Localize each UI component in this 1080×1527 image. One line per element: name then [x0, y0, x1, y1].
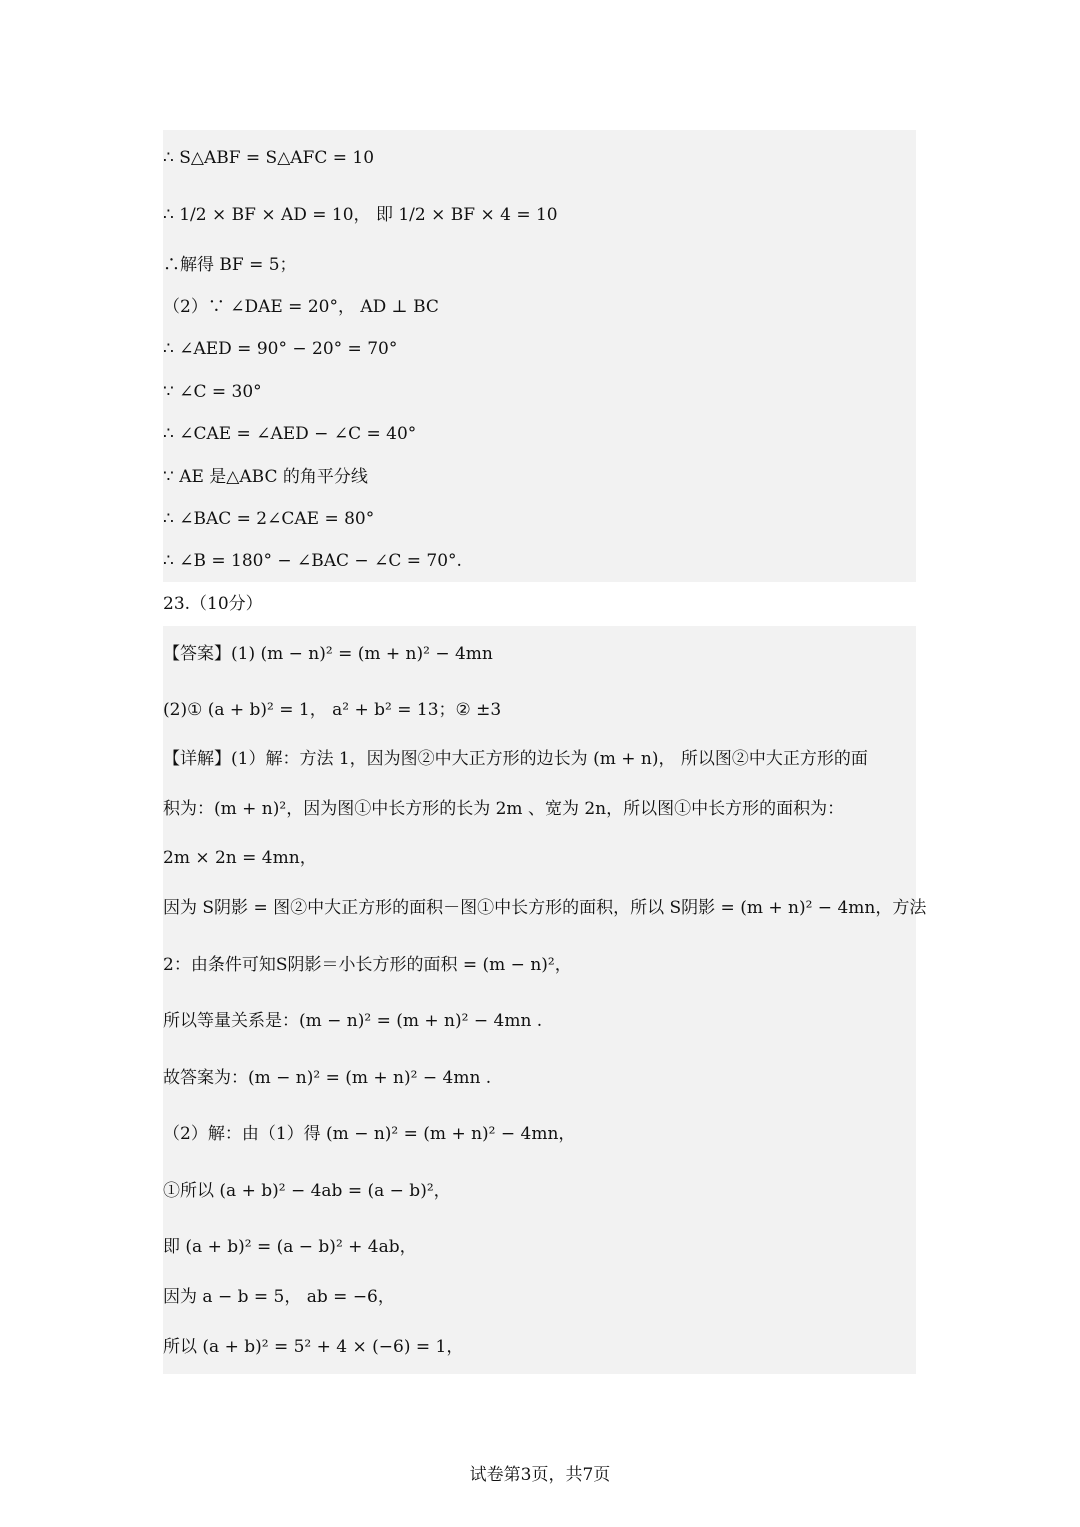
detail-line: 【详解】(1）解：方法 1，因为图②中大正方形的边长为 (m + n)， 所以图②中大正方形的面 [163, 749, 868, 769]
solution-line: ∴解得 BF = 5； [163, 255, 297, 275]
detail-line: 2：由条件可知S阴影＝小长方形的面积 = (m − n)²， [163, 955, 572, 975]
solution-line: ∴ S△ABF = S△AFC = 10 [163, 148, 375, 168]
solution-line: ∴ ∠AED = 90° − 20° = 70° [163, 339, 398, 359]
solution-line: ∴ ∠BAC = 2∠CAE = 80° [163, 509, 375, 529]
solution-line: ∵ ∠C = 30° [163, 382, 262, 402]
detail-line: 故答案为：(m − n)² = (m + n)² − 4mn . [163, 1068, 492, 1088]
solution-line: ∴ ∠CAE = ∠AED − ∠C = 40° [163, 424, 417, 444]
detail-line: 即 (a + b)² = (a − b)² + 4ab， [163, 1237, 417, 1257]
answer-line: (2)① (a + b)² = 1， a² + b² = 13；② ±3 [163, 700, 502, 720]
question-header: 23.（10分） [163, 594, 263, 614]
detail-line: 所以 (a + b)² = 5² + 4 × (−6) = 1， [163, 1337, 464, 1357]
detail-line: 因为 S阴影 = 图②中大正方形的面积－图①中长方形的面积，所以 S阴影 = (m + n)² − 4mn，方法 [163, 898, 927, 918]
solution-line: （2）∵ ∠DAE = 20°， AD ⊥ BC [163, 297, 439, 317]
page-footer: 试卷第3页，共7页 [469, 1465, 611, 1485]
detail-line: （2）解：由（1）得 (m − n)² = (m + n)² − 4mn， [163, 1124, 576, 1144]
detail-line: 因为 a − b = 5， ab = −6， [163, 1287, 395, 1307]
detail-line: 积为：(m + n)²，因为图①中长方形的长为 2m 、宽为 2n，所以图①中长方形的面积为： [163, 799, 845, 819]
detail-line: 所以等量关系是：(m − n)² = (m + n)² − 4mn . [163, 1011, 543, 1031]
detail-line: ①所以 (a + b)² − 4ab = (a − b)²， [163, 1181, 451, 1201]
solution-line: ∵ AE 是△ABC 的角平分线 [163, 467, 368, 487]
solution-line: ∴ 1/2 × BF × AD = 10， 即 1/2 × BF × 4 = 10 [163, 205, 558, 225]
solution-block-2 [163, 626, 927, 1374]
solution-line: ∴ ∠B = 180° − ∠BAC − ∠C = 70°. [163, 551, 462, 571]
answer-line: 【答案】(1) (m − n)² = (m + n)² − 4mn [163, 644, 493, 664]
detail-line: 2m × 2n = 4mn， [163, 848, 317, 868]
